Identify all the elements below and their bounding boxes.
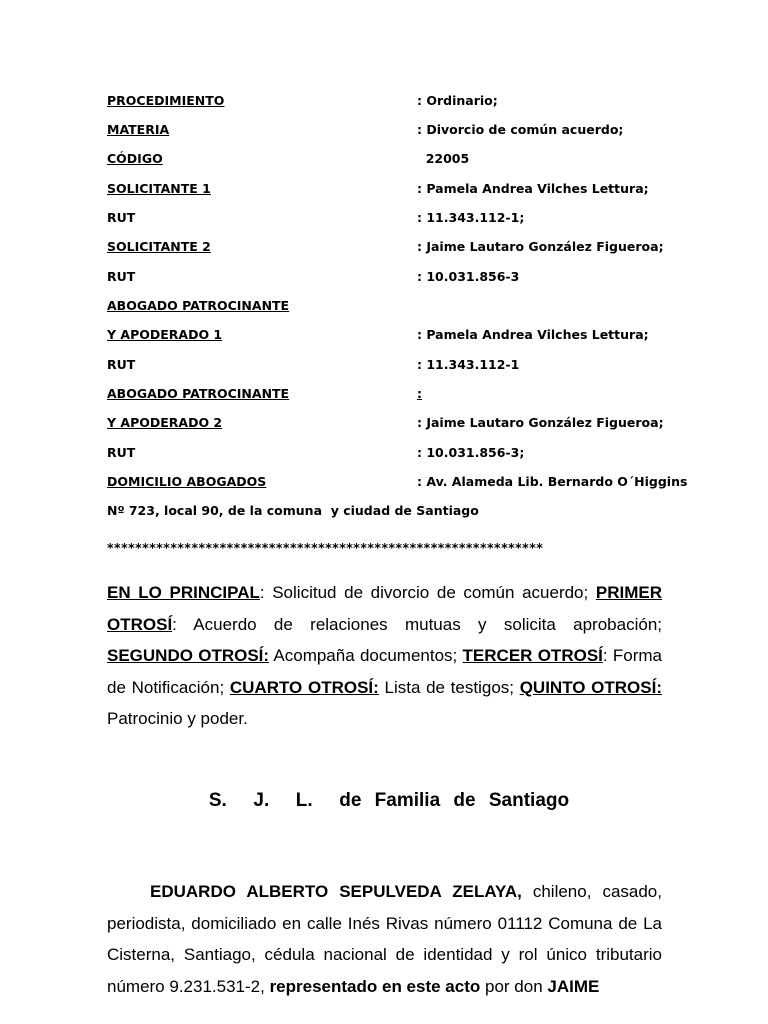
quinto-otrosi-label: QUINTO OTROSÍ:: [519, 677, 663, 697]
header-value-materia: : Divorcio de común acuerdo;: [417, 122, 624, 137]
principal-label: EN LO PRINCIPAL: [107, 583, 260, 602]
tercer-otrosi-label: TERCER OTROSÍ: [462, 646, 603, 665]
body-paragraph: [107, 876, 662, 1002]
header-label-solicitante-1: SOLICITANTE 1: [107, 181, 211, 196]
representative-name: JAIME: [547, 976, 600, 996]
cuarto-otrosi-text: Lista de testigos;: [378, 677, 520, 697]
header-value-domicilio: : Av. Alameda Lib. Bernardo O´Higgins: [417, 474, 688, 489]
header-label-rut-2: RUT: [107, 269, 136, 284]
header-label-procedimiento: PROCEDIMIENTO: [107, 93, 225, 108]
header-value-rut-3: : 11.343.112-1: [417, 357, 520, 372]
represented-phrase: representado en este acto: [269, 976, 481, 996]
header-label-apoderado-1: Y APODERADO 1: [107, 327, 223, 342]
header-value-rut-1: : 11.343.112-1;: [417, 210, 525, 225]
segundo-otrosi-label: SEGUNDO OTROSÍ:: [107, 646, 270, 665]
tercer-otrosi-text: : Forma de Notificación;: [107, 646, 662, 697]
primer-otrosi-label: PRIMER OTROSÍ: [107, 583, 662, 634]
court-addressee: S. J. L. de Familia de Santiago: [208, 790, 570, 811]
header-address-continuation: Nº 723, local 90, de la comuna y ciudad de Santiago: [107, 503, 479, 518]
header-label-codigo: CÓDIGO: [107, 151, 163, 166]
header-label-abogado-1: ABOGADO PATROCINANTE: [107, 298, 290, 313]
header-label-abogado-2: ABOGADO PATROCINANTE: [107, 386, 290, 401]
header-value-abogado-2: :: [417, 386, 422, 401]
quinto-otrosi-text: Patrocinio y poder.: [107, 709, 248, 728]
header-value-solicitante-1: : Pamela Andrea Vilches Lettura;: [417, 181, 649, 196]
header-label-rut-4: RUT: [107, 445, 136, 460]
separator-line: **************************************************************: [107, 540, 544, 555]
header-label-rut-1: RUT: [107, 210, 136, 225]
body-text-2: por don: [480, 976, 548, 996]
principal-text: : Solicitud de divorcio de común acuerdo;: [259, 583, 596, 602]
segundo-otrosi-text: Acompaña documentos;: [269, 646, 463, 665]
header-label-domicilio: DOMICILIO ABOGADOS: [107, 474, 267, 489]
header-value-apoderado-2: : Jaime Lautaro González Figueroa;: [417, 415, 664, 430]
header-value-codigo: 22005: [417, 151, 470, 166]
header-value-rut-4: : 10.031.856-3;: [417, 445, 525, 460]
body-text-1: chileno, casado, periodista, domiciliado en calle Inés Rivas número 01112 Comuna de La Cisterna, Santiago, cédula nacional de identidad y rol único tributario número 9.231.531-2,: [107, 882, 662, 996]
header-value-apoderado-1: : Pamela Andrea Vilches Lettura;: [417, 327, 649, 342]
cuarto-otrosi-label: CUARTO OTROSÍ:: [229, 677, 379, 697]
header-value-solicitante-2: : Jaime Lautaro González Figueroa;: [417, 239, 664, 254]
header-label-solicitante-2: SOLICITANTE 2: [107, 239, 211, 254]
header-value-procedimiento: : Ordinario;: [417, 93, 498, 108]
header-label-materia: MATERIA: [107, 122, 170, 137]
header-label-rut-3: RUT: [107, 357, 136, 372]
petitioner-name: EDUARDO ALBERTO SEPULVEDA ZELAYA,: [150, 882, 522, 901]
header-value-rut-2: : 10.031.856-3: [417, 269, 520, 284]
summary-paragraph: [107, 577, 662, 735]
header-label-apoderado-2: Y APODERADO 2: [107, 415, 223, 430]
primer-otrosi-text: : Acuerdo de relaciones mutuas y solicita aprobación;: [172, 614, 662, 634]
